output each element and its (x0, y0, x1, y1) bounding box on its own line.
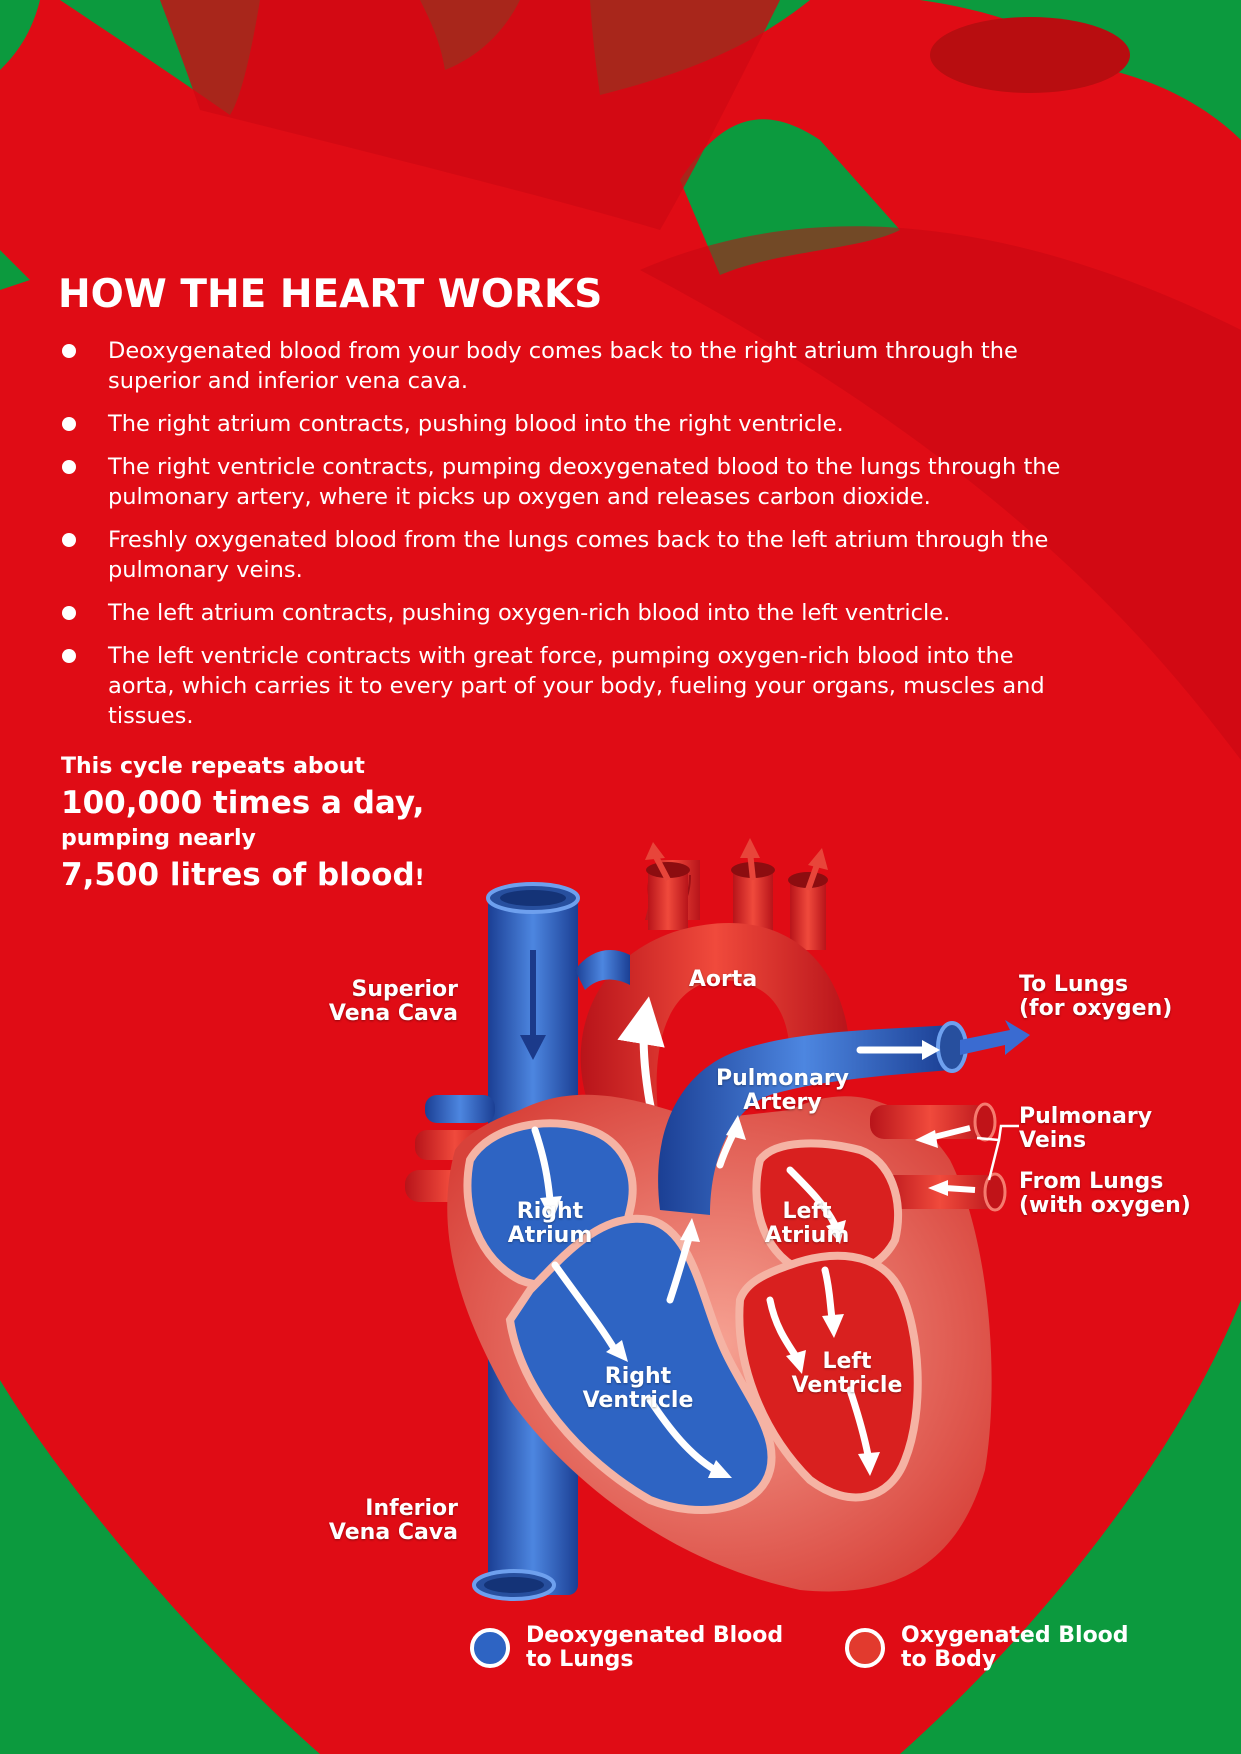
list-item: Freshly oxygenated blood from the lungs comes back to the left atrium through the pulmonary veins. (58, 525, 1068, 585)
label-aorta: Aorta (688, 967, 758, 992)
page-title: HOW THE HEART WORKS (58, 272, 603, 317)
list-item: Deoxygenated blood from your body comes back to the right atrium through the superior and inferior vena cava. (58, 336, 1068, 396)
label-left-ventricle: Left Ventricle (791, 1349, 903, 1398)
red-circle-icon (845, 1628, 885, 1668)
label-pulmonary-artery: Pulmonary Artery (715, 1066, 850, 1115)
legend-oxygenated: Oxygenated Blood to Body (845, 1624, 1129, 1672)
stats-line-2: 100,000 times a day, (61, 785, 425, 821)
blue-circle-icon (470, 1628, 510, 1668)
to-lungs-arrow (960, 1020, 1030, 1055)
pulmonary-veins-pointer (975, 1118, 1025, 1188)
legend-deoxygenated: Deoxygenated Blood to Lungs (470, 1624, 783, 1672)
stats-line-3: pumping nearly (61, 826, 256, 851)
list-item: The left atrium contracts, pushing oxygen-rich blood into the left ventricle. (58, 598, 1068, 628)
label-from-lungs: From Lungs (with oxygen) (1019, 1169, 1191, 1218)
label-right-atrium: Right Atrium (507, 1199, 593, 1248)
label-pulmonary-veins: Pulmonary Veins (1019, 1104, 1153, 1153)
label-superior-vena-cava: Superior Vena Cava (328, 977, 458, 1026)
list-item: The right ventricle contracts, pumping deoxygenated blood to the lungs through the pulmonary artery, where it picks up oxygen and releases carbon dioxide. (58, 452, 1068, 512)
list-item: The right atrium contracts, pushing blood into the right ventricle. (58, 409, 1068, 439)
label-to-lungs: To Lungs (for oxygen) (1019, 972, 1173, 1021)
label-inferior-vena-cava: Inferior Vena Cava (328, 1496, 458, 1545)
label-left-atrium: Left Atrium (764, 1199, 850, 1248)
list-item: The left ventricle contracts with great force, pumping oxygen-rich blood into the aorta, which carries it to every part of your body, fueling your organs, muscles and tissues. (58, 641, 1068, 731)
stats-line-4: 7,500 litres of blood! (61, 857, 425, 893)
stats-line-1: This cycle repeats about (61, 754, 365, 779)
label-right-ventricle: Right Ventricle (582, 1364, 694, 1413)
